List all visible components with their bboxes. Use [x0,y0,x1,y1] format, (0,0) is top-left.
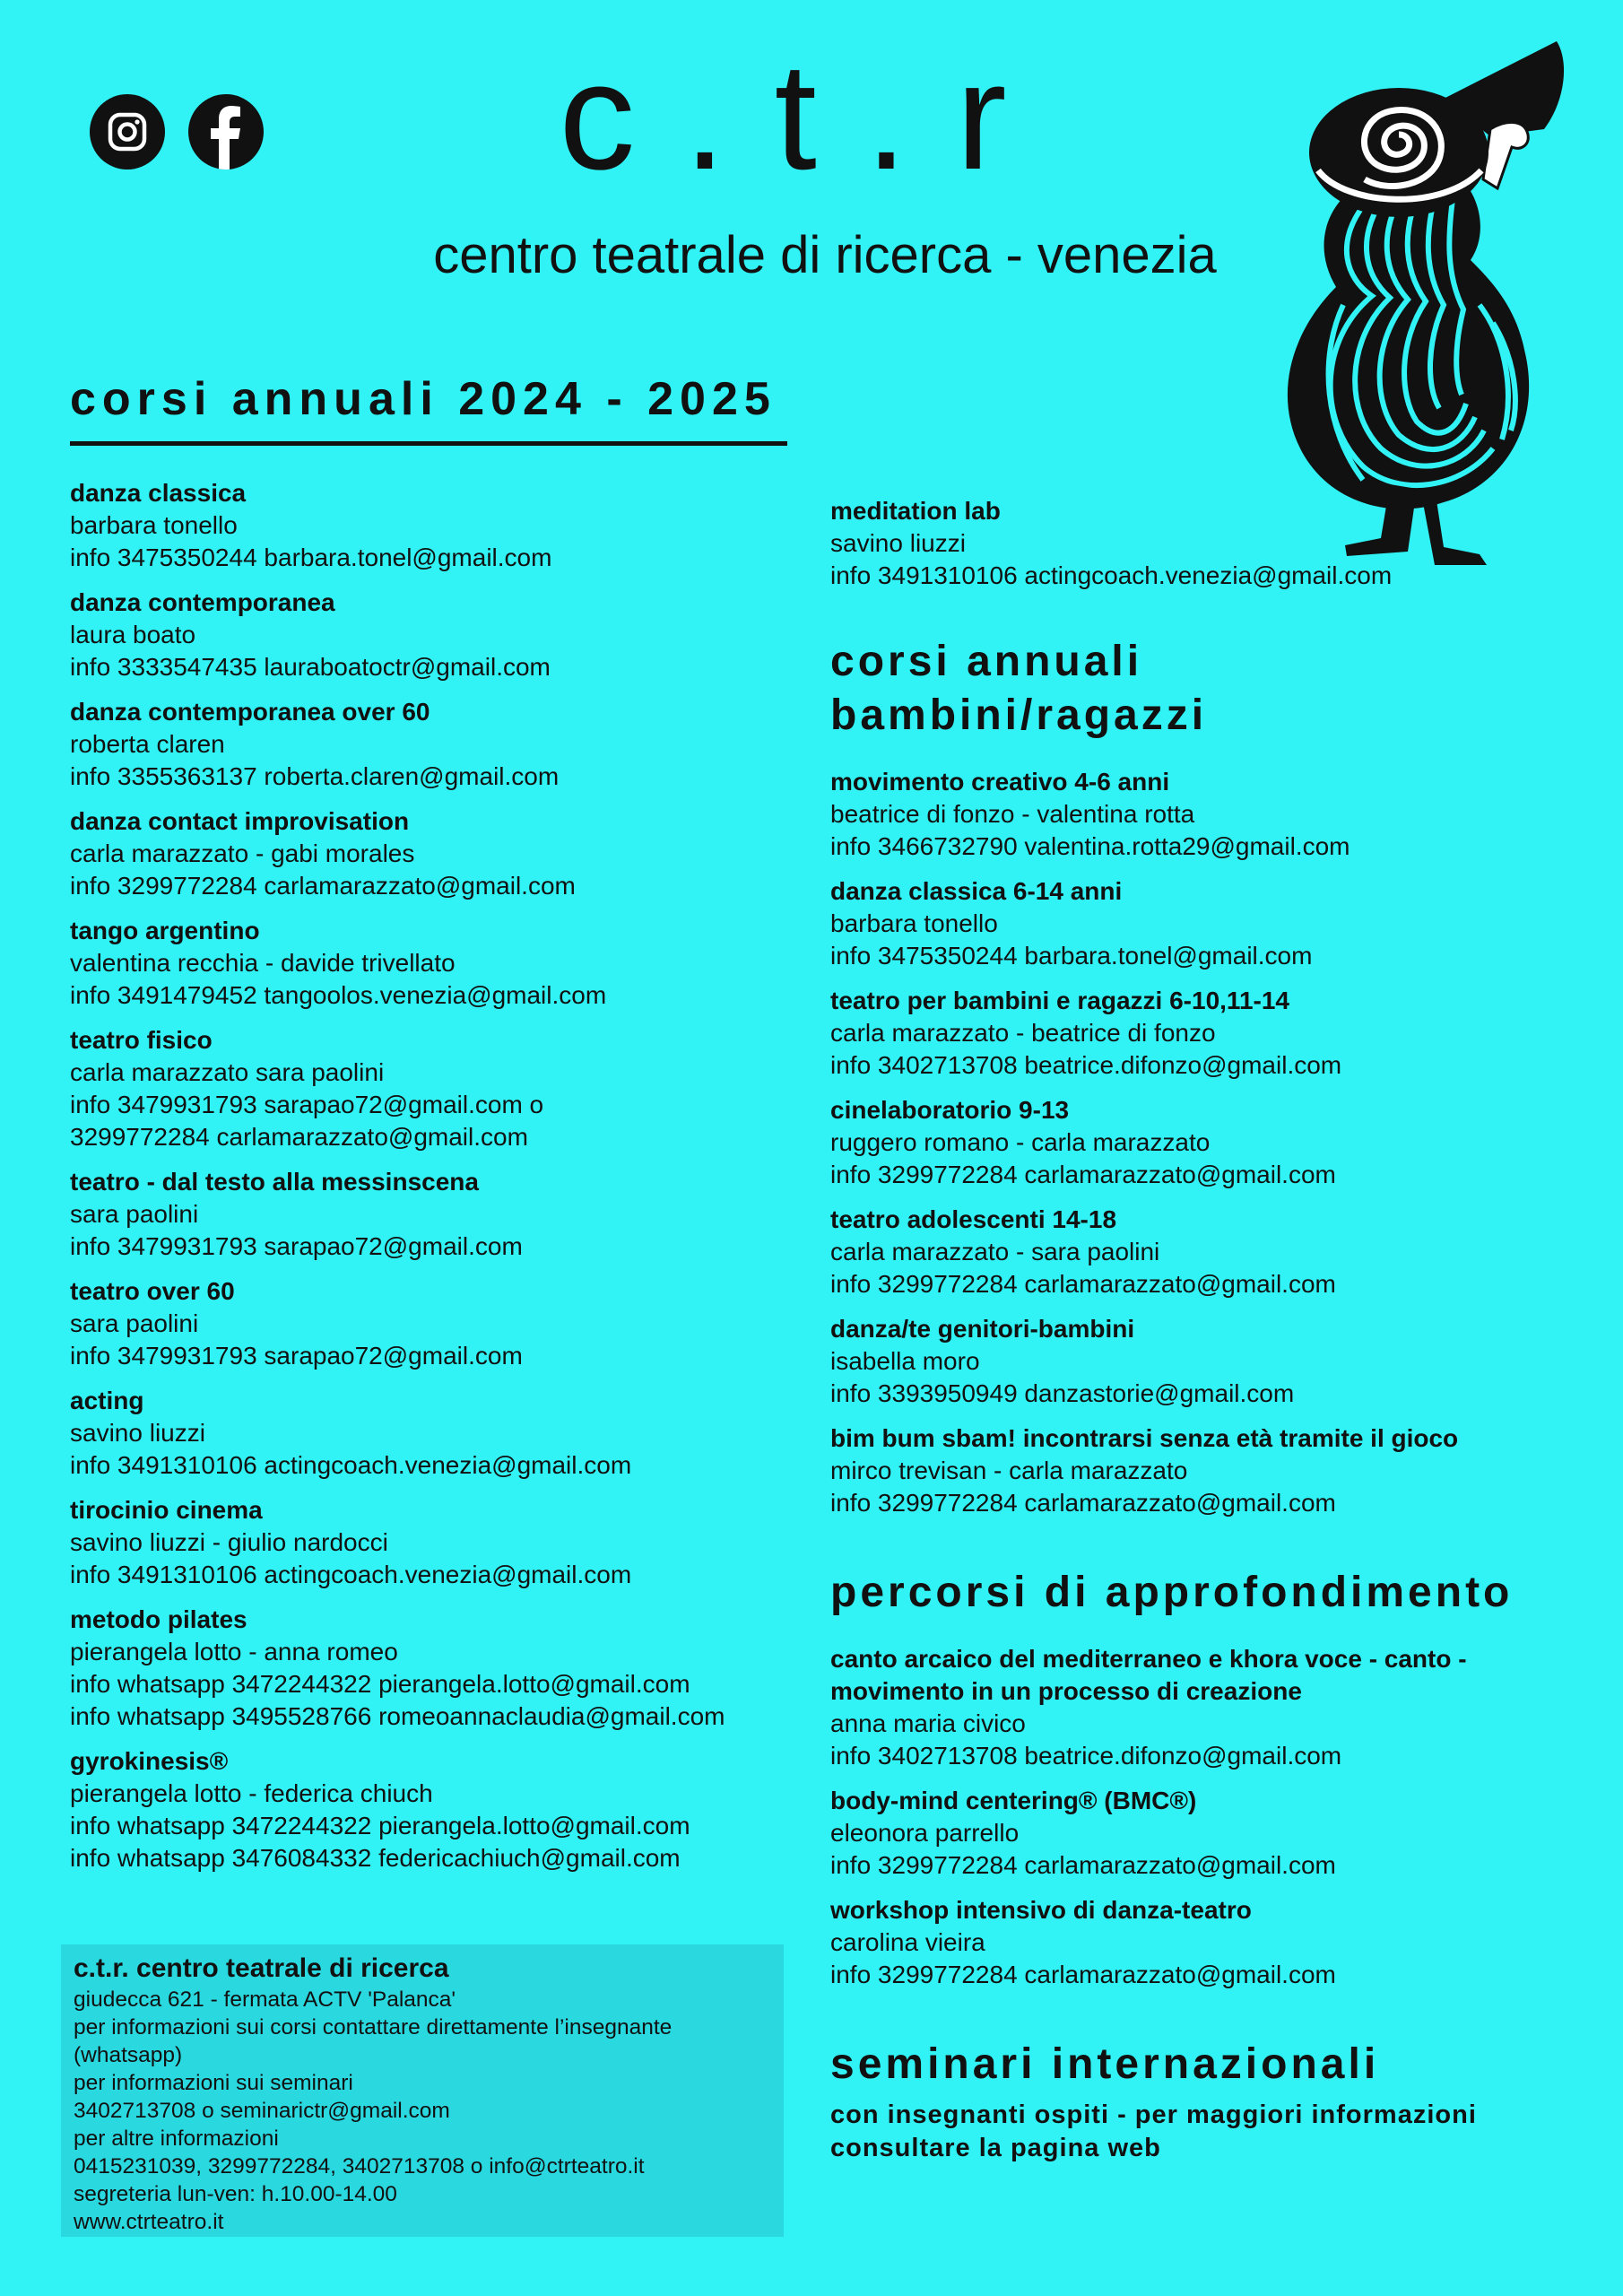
course-teacher: isabella moro [830,1347,980,1375]
course-title: movimento creativo 4-6 anni [830,768,1170,796]
right-course-list [830,495,1601,2165]
course-movimento-creativo-4-6-anni [830,766,1601,863]
course-contact[interactable]: info 3475350244 barbara.tonel@gmail.com [70,544,552,571]
info-box-title: c.t.r. centro teatrale di ricerca [74,1953,449,1983]
facebook-icon[interactable] [188,94,264,170]
course-title: tango argentino [70,917,260,944]
course-teacher: sara paolini [70,1309,199,1337]
course-gyrokinesis [70,1745,805,1874]
course-title: danza classica [70,479,247,507]
course-teacher: carolina vieira [830,1928,985,1956]
info-line: per informazioni sui seminari [74,2071,353,2095]
course-teatro-over-60 [70,1275,805,1372]
course-contact[interactable]: info whatsapp 3495528766 romeoannaclaudia@gmail.com [70,1702,725,1730]
seminars-heading: seminari internazionali [830,2040,1380,2088]
course-meditation-lab [830,495,1601,592]
course-teatro-dal-testo-alla-messinscena [70,1166,805,1263]
info-line[interactable]: 3402713708 o seminarictr@gmail.com [74,2099,450,2123]
course-contact[interactable]: info 3402713708 beatrice.difonzo@gmail.com [830,1051,1342,1079]
course-contact[interactable]: info whatsapp 3472244322 pierangela.lotto@gmail.com [70,1670,690,1698]
course-title: teatro over 60 [70,1277,235,1305]
course-teacher: savino liuzzi - giulio nardocci [70,1528,388,1556]
course-teacher: barbara tonello [830,909,998,937]
course-contact[interactable]: info 3491310106 actingcoach.venezia@gmail.com [830,561,1393,589]
kids-heading-line-1: corsi annuali [830,638,1143,685]
course-body-mind-centering-bmc [830,1785,1601,1882]
course-tirocinio-cinema [70,1494,805,1591]
course-teacher: savino liuzzi [830,529,966,557]
course-danza-classica [70,477,805,574]
info-line: segreteria lun-ven: h.10.00-14.00 [74,2182,397,2206]
course-contact[interactable]: 3299772284 carlamarazzato@gmail.com [70,1123,528,1151]
striped-figure-illustration [1255,36,1578,565]
course-teacher: eleonora parrello [830,1819,1020,1847]
course-contact[interactable]: info 3491310106 actingcoach.venezia@gmail.com [70,1561,632,1588]
deep-course-list [830,1643,1601,1991]
course-title: teatro per bambini e ragazzi 6-10,11-14 [830,987,1289,1014]
course-metodo-pilates [70,1604,805,1733]
course-tango-argentino [70,915,805,1012]
info-line: (whatsapp) [74,2043,183,2067]
course-teacher: carla marazzato - sara paolini [830,1238,1160,1265]
course-teacher: mirco trevisan - carla marazzato [830,1457,1188,1484]
course-contact[interactable]: info 3355363137 roberta.claren@gmail.com [70,762,560,790]
course-title: teatro - dal testo alla messinscena [70,1168,479,1196]
course-danza-classica-6-14-anni [830,875,1601,972]
course-contact[interactable]: info 3479931793 sarapao72@gmail.com [70,1342,523,1370]
course-title: danza contact improvisation [70,807,410,835]
course-teacher: sara paolini [70,1200,199,1228]
course-teatro-per-bambini-e-ragazzi-6-10-11-14 [830,985,1601,1082]
course-contact[interactable]: info 3299772284 carlamarazzato@gmail.com [70,872,576,900]
course-title: teatro adolescenti 14-18 [830,1205,1117,1233]
course-acting [70,1385,805,1482]
course-contact[interactable]: info whatsapp 3476084332 federicachiuch@gmail.com [70,1844,681,1872]
info-line[interactable]: www.ctrteatro.it [74,2210,224,2234]
course-contact[interactable]: info 3299772284 carlamarazzato@gmail.com [830,1161,1336,1188]
instagram-icon[interactable] [90,94,165,170]
course-title: metodo pilates [70,1605,247,1633]
course-teacher: beatrice di fonzo - valentina rotta [830,800,1195,828]
course-title: body-mind centering® (BMC®) [830,1787,1197,1814]
course-teacher: carla marazzato - beatrice di fonzo [830,1019,1216,1047]
info-line: per informazioni sui corsi contattare direttamente l’insegnante [74,2015,673,2039]
info-line: giudecca 621 - fermata ACTV 'Palanca' [74,1987,456,2012]
course-title: tirocinio cinema [70,1496,263,1524]
course-teacher: roberta claren [70,730,225,758]
course-contact[interactable]: info 3299772284 carlamarazzato@gmail.com [830,1961,1336,1988]
kids-heading [830,635,1601,743]
course-danza-contemporanea-over-60 [70,696,805,793]
contact-info-box [61,1944,784,2237]
course-title: bim bum sbam! incontrarsi senza età tramite il gioco [830,1424,1459,1452]
course-title: canto arcaico del mediterraneo e khora voce - canto - [830,1645,1467,1673]
course-contact[interactable]: info 3479931793 sarapao72@gmail.com [70,1232,523,1260]
course-bim-bum-sbam-incontrarsi-senza-et-tramite-il-gioco [830,1422,1601,1519]
course-title: workshop intensivo di danza-teatro [830,1896,1252,1924]
course-workshop-intensivo-di-danza-teatro [830,1894,1601,1991]
info-line: per altre informazioni [74,2126,279,2151]
course-contact[interactable]: info 3299772284 carlamarazzato@gmail.com [830,1851,1336,1879]
left-course-list [70,477,805,1887]
course-contact[interactable]: info 3466732790 valentina.rotta29@gmail.com [830,832,1350,860]
kids-course-list [830,766,1601,1519]
course-teacher: valentina recchia - davide trivellato [70,949,456,977]
course-title: danza contemporanea [70,588,335,616]
info-box-lines [74,1986,771,2236]
course-cinelaboratorio-9-13 [830,1094,1601,1191]
course-contact[interactable]: info 3479931793 sarapao72@gmail.com o [70,1091,544,1118]
course-title: danza contemporanea over 60 [70,698,430,726]
course-teacher: pierangela lotto - anna romeo [70,1638,398,1665]
social-links [90,94,264,170]
kids-heading-line-2: bambini/ragazzi [830,691,1208,739]
course-contact[interactable]: info 3299772284 carlamarazzato@gmail.com [830,1270,1336,1298]
course-teacher: ruggero romano - carla marazzato [830,1128,1211,1156]
course-teacher: laura boato [70,621,196,648]
course-contact[interactable]: info 3393950949 danzastorie@gmail.com [830,1379,1295,1407]
course-contact[interactable]: info 3402713708 beatrice.difonzo@gmail.com [830,1742,1342,1770]
course-title: cinelaboratorio 9-13 [830,1096,1070,1124]
course-danza-contact-improvisation [70,805,805,902]
course-title: danza/te genitori-bambini [830,1315,1135,1343]
main-heading: corsi annuali 2024 - 2025 [70,370,787,446]
course-teacher: savino liuzzi [70,1419,205,1447]
course-danza-contemporanea [70,587,805,683]
course-teatro-fisico [70,1024,805,1153]
course-danza-te-genitori-bambini [830,1313,1601,1410]
course-teacher: pierangela lotto - federica chiuch [70,1779,433,1807]
course-contact[interactable]: info whatsapp 3472244322 pierangela.lotto@gmail.com [70,1812,690,1839]
course-contact[interactable]: info 3491310106 actingcoach.venezia@gmail.com [70,1451,632,1479]
course-title: acting [70,1387,144,1414]
info-line[interactable]: 0415231039, 3299772284, 3402713708 o info@ctrteatro.it [74,2154,645,2179]
seminars-sub-line: consultare la pagina web [830,2134,1161,2162]
course-title-cont: movimento in un processo di creazione [830,1677,1302,1705]
seminars-subtitle [830,2099,1601,2165]
seminars-sub-line: con insegnanti ospiti - per maggiori informazioni [830,2100,1477,2129]
course-title: danza classica 6-14 anni [830,877,1123,905]
course-title: meditation lab [830,497,1001,525]
course-teacher: carla marazzato - gabi morales [70,839,415,867]
course-canto-arcaico-del-mediterraneo-e-khora-voce-canto [830,1643,1601,1772]
page-subtitle: centro teatrale di ricerca - venezia [433,226,1217,284]
course-title: gyrokinesis® [70,1747,229,1775]
course-teacher: anna maria civico [830,1709,1026,1737]
course-contact[interactable]: info 3491479452 tangoolos.venezia@gmail.com [70,981,607,1009]
logo: c.t.r [559,31,1055,202]
deep-heading: percorsi di approfondimento [830,1569,1514,1616]
course-contact[interactable]: info 3333547435 lauraboatoctr@gmail.com [70,653,551,681]
course-teacher: barbara tonello [70,511,238,539]
course-contact[interactable]: info 3299772284 carlamarazzato@gmail.com [830,1489,1336,1517]
course-contact[interactable]: info 3475350244 barbara.tonel@gmail.com [830,942,1313,970]
course-title: teatro fisico [70,1026,213,1054]
course-teatro-adolescenti-14-18 [830,1204,1601,1300]
course-teacher: carla marazzato sara paolini [70,1058,385,1086]
